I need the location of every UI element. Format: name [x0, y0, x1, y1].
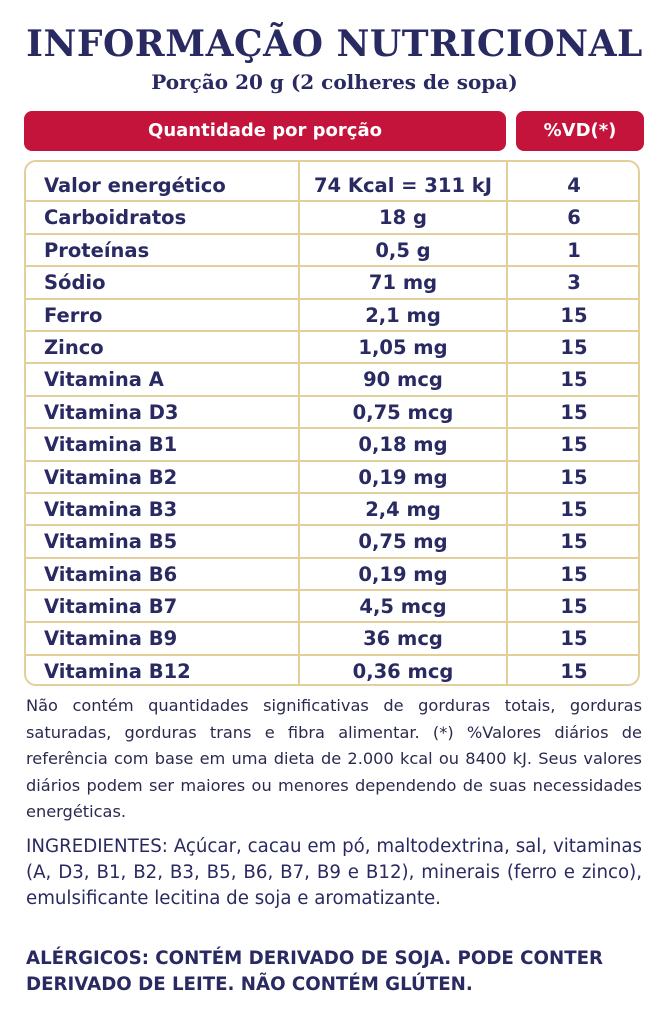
- table-row: [24, 235, 640, 267]
- nutrient-name: Vitamina B1: [44, 433, 178, 457]
- nutrient-quantity: 2,1 mg: [365, 303, 441, 327]
- nutrient-quantity: 36 mcg: [363, 627, 443, 651]
- quantity-header: Quantidade por porção: [24, 111, 506, 151]
- nutrient-quantity: 0,18 mg: [358, 433, 448, 457]
- serving-size: Porção 20 g (2 colheres de sopa): [151, 70, 518, 94]
- table-row: [24, 170, 640, 202]
- table-row: [24, 332, 640, 364]
- table-row: [24, 364, 640, 396]
- table-row: [24, 494, 640, 526]
- nutrient-name: Carboidratos: [44, 206, 187, 230]
- allergens-text: ALÉRGICOS: CONTÉM DERIVADO DE SOJA. PODE CONTER DERIVADO DE LEITE. NÃO CONTÉM GLÚTEN.: [26, 948, 604, 996]
- nutrient-vd: 3: [567, 271, 581, 295]
- nutrient-quantity: 0,75 mg: [358, 530, 448, 554]
- nutrient-name: Vitamina B12: [44, 659, 191, 683]
- nutrient-quantity: 0,5 g: [375, 238, 431, 262]
- nutrient-quantity: 4,5 mcg: [359, 595, 447, 619]
- nutrient-name: Vitamina B5: [44, 530, 178, 554]
- table-row: [24, 397, 640, 429]
- nutrient-quantity: 18 g: [379, 206, 427, 230]
- page-title: INFORMAÇÃO NUTRICIONAL: [26, 23, 643, 65]
- nutrient-name: Vitamina D3: [44, 400, 179, 424]
- nutrient-vd: 15: [560, 465, 588, 489]
- nutrient-name: Valor energético: [44, 174, 226, 197]
- table-row: [24, 462, 640, 494]
- nutrient-name: Sódio: [44, 271, 106, 295]
- footnote: Não contém quantidades significativas de gorduras totais, gorduras saturadas, gorduras trans e fibra alimentar. (*) %Valores diários de referência com base em uma dieta de 2.000 kcal ou 8400 kJ. Seus valores diários podem ser maiores ou menores dependendo de suas necessidades energéticas.: [26, 696, 642, 822]
- nutrient-quantity: 1,05 mg: [358, 335, 448, 359]
- nutrient-vd: 15: [560, 433, 588, 457]
- nutrient-vd: 15: [560, 530, 588, 554]
- table-row: [24, 300, 640, 332]
- nutrient-name: Vitamina B3: [44, 497, 178, 521]
- nutrient-name: Zinco: [44, 335, 104, 359]
- table-row: [24, 429, 640, 461]
- nutrient-quantity: 0,75 mcg: [352, 400, 454, 424]
- nutrient-name: Vitamina B7: [44, 595, 178, 619]
- nutrient-vd: 6: [567, 206, 581, 230]
- nutrient-vd: 15: [560, 595, 588, 619]
- table-row: [24, 623, 640, 655]
- nutrient-quantity: 0,19 mg: [358, 465, 448, 489]
- vd-header: %VD(*): [516, 111, 644, 151]
- nutrition-rows: [24, 170, 640, 688]
- nutrient-vd: 1: [567, 238, 581, 262]
- table-row: [24, 656, 640, 688]
- ingredients-text: INGREDIENTES: Açúcar, cacau em pó, maltodextrina, sal, vitaminas (A, D3, B1, B2, B3, B5, B6, B7, B9 e B12), minerais (ferro e zinco), emulsificante lecitina de soja e aromatizante.: [26, 836, 642, 910]
- table-row: [24, 202, 640, 234]
- table-row: [24, 526, 640, 558]
- nutrient-quantity: 2,4 mg: [365, 497, 441, 521]
- nutrient-quantity: 74 Kcal = 311 kJ: [313, 174, 493, 197]
- nutrient-name: Vitamina B2: [44, 465, 178, 489]
- nutrient-quantity: 71 mg: [368, 271, 438, 295]
- nutrient-vd: 15: [560, 400, 588, 424]
- nutrient-vd: 15: [560, 368, 588, 392]
- table-row: [24, 267, 640, 299]
- nutrient-vd: 4: [567, 174, 581, 197]
- nutrient-name: Proteínas: [44, 238, 150, 262]
- nutrient-vd: 15: [560, 659, 588, 683]
- nutrient-vd: 15: [560, 303, 588, 327]
- table-row: [24, 591, 640, 623]
- nutrient-vd: 15: [560, 335, 588, 359]
- nutrient-name: Vitamina B9: [44, 627, 178, 651]
- nutrient-name: Vitamina B6: [44, 562, 178, 586]
- nutrient-vd: 15: [560, 627, 588, 651]
- table-row: [24, 559, 640, 591]
- nutrient-name: Ferro: [44, 303, 103, 327]
- nutrient-quantity: 0,36 mcg: [352, 659, 454, 683]
- nutrient-quantity: 0,19 mg: [358, 562, 448, 586]
- nutrient-name: Vitamina A: [44, 368, 164, 392]
- nutrient-vd: 15: [560, 497, 588, 521]
- nutrient-vd: 15: [560, 562, 588, 586]
- nutrient-quantity: 90 mcg: [363, 368, 443, 392]
